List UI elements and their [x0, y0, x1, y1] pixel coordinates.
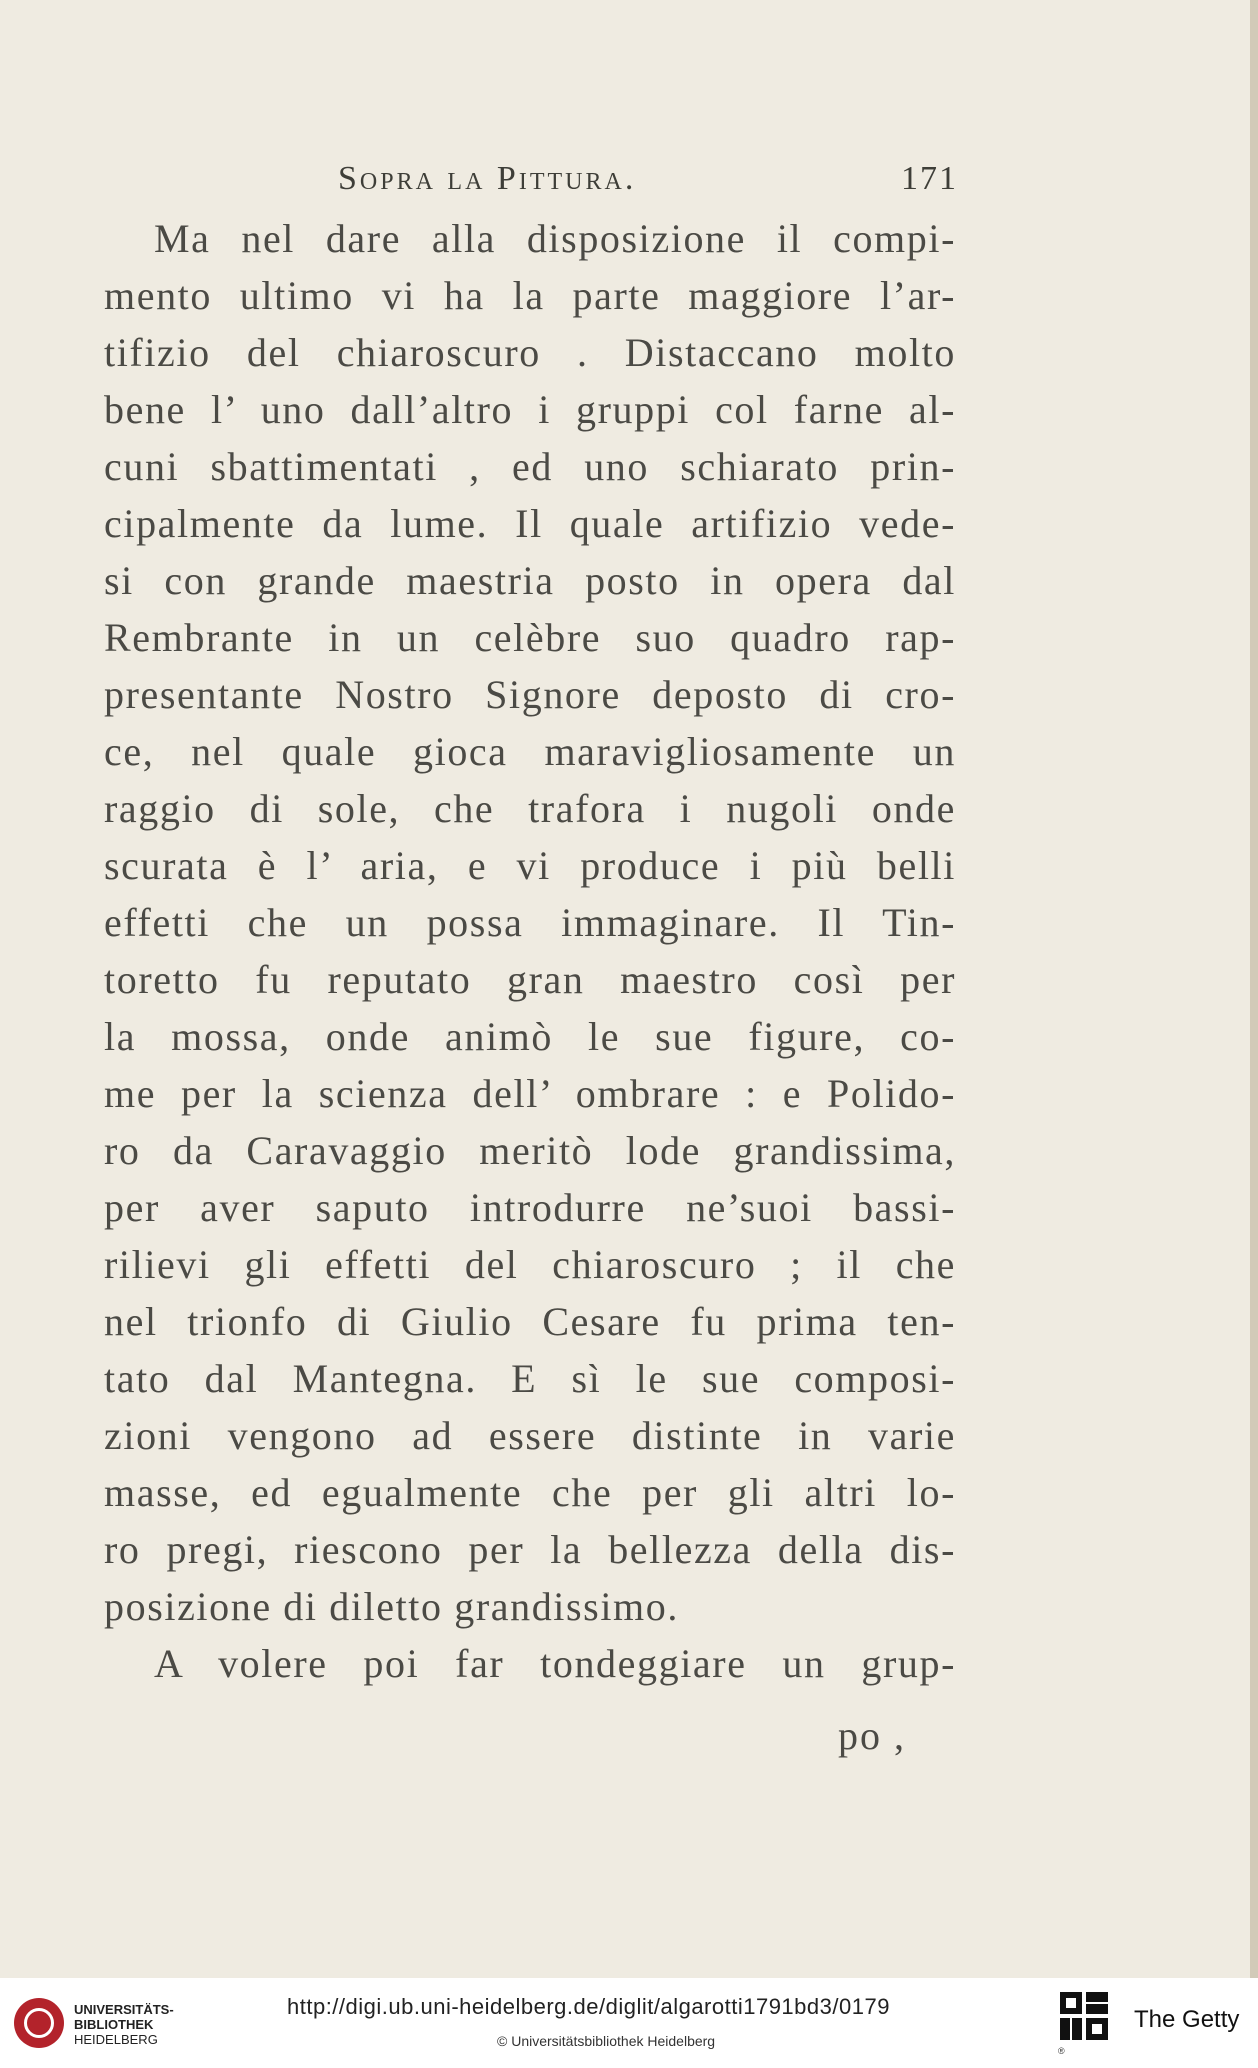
text-line: posizione di diletto grandissimo.: [104, 1584, 679, 1629]
text-line: Rembrante in un celèbre suo quadro rap-: [104, 615, 956, 660]
text-line: effetti che un possa immaginare. Il Tin-: [104, 900, 956, 945]
university-library-logo: [10, 1992, 180, 2056]
body-text: [104, 210, 956, 1692]
getty-wordmark: The Getty: [1134, 2006, 1240, 2033]
text-line: bene l’ uno dall’altro i gruppi col farne al-: [104, 387, 956, 432]
text-line: toretto fu reputato gran maestro così per: [104, 957, 956, 1002]
text-line: rilievi gli effetti del chiaroscuro ; il che: [104, 1242, 956, 1287]
text-line: scurata è l’ aria, e vi produce i più belli: [104, 843, 956, 888]
getty-logo: [1058, 1990, 1248, 2056]
running-header: [338, 160, 958, 200]
registered-mark: ®: [1058, 2046, 1065, 2056]
text-line: tato dal Mantegna. E sì le sue composi-: [104, 1356, 956, 1401]
text-line: zioni vengono ad essere distinte in varie: [104, 1413, 956, 1458]
text-line: me per la scienza dell’ ombrare : e Polido-: [104, 1071, 956, 1116]
text-line: presentante Nostro Signore deposto di cro-: [104, 672, 956, 717]
text-line: tifizio del chiaroscuro . Distaccano molto: [104, 330, 956, 375]
library-name-line: HEIDELBERG: [74, 2032, 158, 2047]
permalink-url[interactable]: http://digi.ub.uni-heidelberg.de/diglit/algarotti1791bd3/0179: [287, 1994, 890, 2019]
text-line: nel trionfo di Giulio Cesare fu prima ten-: [104, 1299, 956, 1344]
seal-icon: [14, 1998, 64, 2048]
text-line: cipalmente da lume. Il quale artifizio vede-: [104, 501, 956, 546]
library-name-line: UNIVERSITÄTS-: [74, 2002, 174, 2017]
catchword: po ,: [838, 1713, 906, 1758]
text-line: A volere poi far tondeggiare un grup-: [154, 1641, 956, 1686]
getty-mark-icon: [1058, 1990, 1110, 2042]
text-line: Ma nel dare alla disposizione il compi-: [154, 216, 956, 261]
footer-bar: [0, 1978, 1258, 2068]
text-line: per aver saputo introdurre ne’suoi bassi-: [104, 1185, 956, 1230]
text-line: cuni sbattimentati , ed uno schiarato prin-: [104, 444, 956, 489]
text-line: ce, nel quale gioca maravigliosamente un: [104, 729, 956, 774]
text-line: ro pregi, riescono per la bellezza della dis-: [104, 1527, 956, 1572]
library-name: [74, 2002, 174, 2047]
page-number: 171: [901, 160, 958, 197]
text-line: raggio di sole, che trafora i nugoli onde: [104, 786, 956, 831]
running-title: Sopra la Pittura.: [338, 160, 637, 197]
library-name-line: BIBLIOTHEK: [74, 2017, 154, 2032]
text-line: mento ultimo vi ha la parte maggiore l’ar-: [104, 273, 956, 318]
text-line: masse, ed egualmente che per gli altri lo-: [104, 1470, 956, 1515]
text-line: ro da Caravaggio meritò lode grandissima,: [104, 1128, 956, 1173]
copyright-notice: © Universitätsbibliothek Heidelberg: [497, 2033, 716, 2049]
text-line: la mossa, onde animò le sue figure, co-: [104, 1014, 956, 1059]
text-line: si con grande maestria posto in opera dal: [104, 558, 956, 603]
